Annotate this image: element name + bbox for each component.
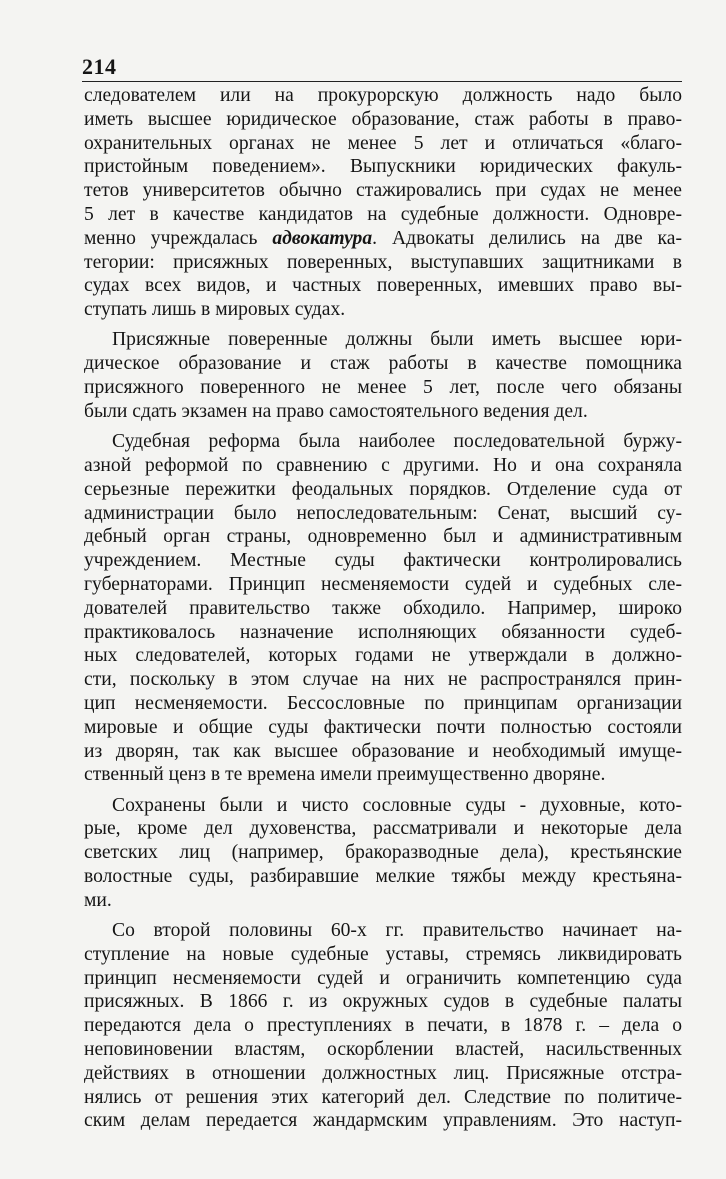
- text-line: ми.: [84, 889, 112, 911]
- body-text: [84, 84, 682, 1140]
- text-line: передаются дела о преступлениях в печати, в 1878 г. – дела о: [84, 1015, 682, 1037]
- text-line: тетов университетов обычно стажировались при судах не менее: [84, 180, 682, 202]
- text-line: волостные суды, разбиравшие мелкие тяжбы между крестьяна-: [84, 866, 682, 887]
- text-line: судах всех видов, и частных поверенных, имевших право вы-: [84, 275, 682, 297]
- text-line: практиковалось назначение исполняющих обязанности судеб-: [84, 621, 682, 643]
- text-run: менно учреждалась: [84, 227, 273, 249]
- text-line: ступать лишь в мировых судах.: [84, 299, 346, 321]
- paragraph-5: [84, 919, 682, 1133]
- text-line: ским делам передается жандармским управлениям. Это наступ-: [84, 1110, 682, 1132]
- text-line: нялись от решения этих категорий дел. Следствие по политиче-: [84, 1086, 682, 1108]
- text-line: следователем или на прокурорскую должность надо было: [84, 85, 682, 106]
- text-line: охранительных органах не менее 5 лет и отличаться «благо-: [84, 132, 682, 154]
- text-line: рые, кроме дел духовенства, рассматривали и некоторые дела: [84, 818, 682, 840]
- text-line: азной реформой по сравнению с другими. Но и она сохраняла: [84, 454, 682, 476]
- text-line: ных следователей, которых годами не утверждали в должно-: [84, 645, 682, 667]
- text-line: из дворян, так как высшее образование и необходимый имуще-: [84, 740, 682, 762]
- paragraph-2: [84, 328, 682, 423]
- text-line: действиях в отношении должностных лиц. Присяжные отстра-: [84, 1062, 682, 1084]
- text-line: серьезные пережитки феодальных порядков. Отделение суда от: [84, 478, 682, 500]
- text-line: 5 лет в качестве кандидатов на судебные должности. Одновре-: [84, 203, 682, 225]
- text-line: ственный ценз в те времена имели преимущественно дворяне.: [84, 764, 606, 786]
- text-line: Присяжные поверенные должны были иметь высшее юри-: [112, 329, 682, 351]
- text-line: [84, 227, 682, 251]
- text-line: иметь высшее юридическое образование, стаж работы в право-: [84, 108, 682, 130]
- text-line: цип несменяемости. Бессословные по принципам организации: [84, 692, 682, 714]
- text-line: присяжных. В 1866 г. из окружных судов в судебные палаты: [84, 991, 682, 1013]
- paragraph-1: [84, 84, 682, 322]
- text-line: учреждением. Местные суды фактически контролировались: [84, 550, 682, 572]
- text-line: дователей правительство также обходило. Например, широко: [84, 597, 682, 619]
- text-line: сти, поскольку в этом случае на них не распространялся прин-: [84, 669, 682, 691]
- text-run: . Адвокаты делились на две ка-: [372, 227, 682, 249]
- text-line: Сохранены были и чисто сословные суды - духовные, кото-: [112, 794, 682, 816]
- text-line: губернаторами. Принцип несменяемости судей и судебных сле-: [84, 573, 682, 595]
- paragraph-4: [84, 794, 682, 913]
- text-line: тегории: присяжных поверенных, выступавших защитниками в: [84, 251, 682, 273]
- text-line: Со второй половины 60-х гг. правительство начинает на-: [112, 920, 682, 942]
- text-line: администрации было непоследовательным: Сенат, высший су-: [84, 502, 682, 524]
- text-line: принцип несменяемости судей и ограничить компетенцию суда: [84, 967, 682, 989]
- text-line: дебный орган страны, одновременно был и административным: [84, 526, 682, 548]
- emphasis-term: адвокатура: [272, 227, 373, 249]
- header-rule: [82, 81, 682, 82]
- text-line: неповиновении властям, оскорблении властей, насильственных: [84, 1039, 682, 1061]
- text-line: мировые и общие суды фактически почти полностью состояли: [84, 716, 682, 738]
- paragraph-3: [84, 430, 682, 787]
- text-line: были сдать экзамен на право самостоятельного ведения дел.: [84, 400, 588, 422]
- text-line: присяжного поверенного не менее 5 лет, после чего обязаны: [84, 377, 682, 399]
- page-number: 214: [82, 54, 117, 79]
- text-line: Судебная реформа была наиболее последовательной буржу-: [112, 431, 682, 453]
- text-line: пристойным поведением». Выпускники юридических факуль-: [84, 156, 682, 178]
- text-line: ступление на новые судебные уставы, стремясь ликвидировать: [84, 943, 682, 965]
- text-line: дическое образование и стаж работы в качестве помощника: [84, 353, 682, 375]
- text-line: светских лиц (например, бракоразводные дела), крестьянские: [84, 842, 682, 864]
